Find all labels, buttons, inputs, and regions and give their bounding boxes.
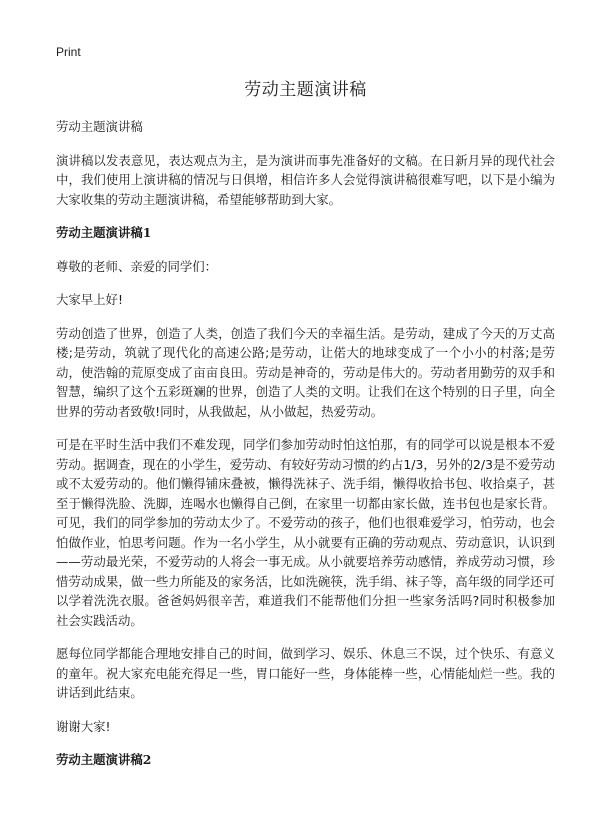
- section-heading-2: 劳动主题演讲稿2: [56, 752, 152, 767]
- section-heading-1: 劳动主题演讲稿1: [56, 225, 152, 240]
- body-paragraph-1: 劳动创造了世界，创造了人类，创造了我们今天的幸福生活。是劳动，建成了今天的万丈高楼;是劳动，筑就了现代化的高速公路;是劳动，让偌大的地球变成了一个小小的村落;是劳动，使浩翰的荒原变成了亩亩良田。劳动是神奇的，劳动是伟大的。劳动者用勤劳的双手和智慧，编织了这个五彩斑斓的世界，创造了人类的文明。让我们在这个特别的日子里，向全世界的劳动者致敬!同时，从我做起，从小做起，热爱劳动。: [56, 325, 555, 419]
- body-paragraph-2: 可是在平时生活中我们不难发现，同学们参加劳动时怕这怕那，有的同学可以说是根本不爱劳动。据调查，现在的小学生，爱劳动、有较好劳动习惯的约占1/3，另外的2/3是不爱劳动或不太爱劳动的。他们懒得铺床叠被，懒得洗袜子、洗手绢，懒得收拾书包、收拾桌子，甚至于懒得洗脸、洗脚，连喝水也懒得自己倒，在家里一切都由家长做，连书包也是家长背。可见，我们的同学参加的劳动太少了。不爱劳动的孩子，他们也很难爱学习，怕劳动，也会怕做作业，怕思考问题。作为一名小学生，从小就要有正确的劳动观点、劳动意识，认识到——劳动最光荣，不爱劳动的人将会一事无成。从小就要培养劳动感情，养成劳动习惯，珍惜劳动成果，做一些力所能及的家务活，比如洗碗筷，洗手绢、袜子等，高年级的同学还可以学着洗洗衣服。爸爸妈妈很辛苦，难道我们不能帮他们分担一些家务活吗?同时积极参加社会实践活动。: [56, 437, 555, 628]
- print-link[interactable]: Print: [56, 45, 81, 59]
- body-paragraph-3: 愿每位同学都能合理地安排自己的时间，做到学习、娱乐、休息三不误，过个快乐、有意义的童年。祝大家充电能充得足一些，胃口能好一些，身体能棒一些，心情能灿烂一些。我的讲话到此结束。: [56, 646, 555, 700]
- intro-paragraph: 演讲稿以发表意见，表达观点为主，是为演讲而事先准备好的文稿。在日新月异的现代社会中，我们使用上演讲稿的情况与日俱增，相信许多人会觉得演讲稿很难写吧，以下是小编为大家收集的劳动主题演讲稿，希望能够帮助到大家。: [56, 152, 555, 207]
- greeting-line: 尊敬的老师、亲爱的同学们：: [56, 258, 218, 274]
- document-subtitle: 劳动主题演讲稿: [56, 119, 143, 134]
- morning-line: 大家早上好!: [56, 292, 123, 307]
- thanks-line: 谢谢大家!: [56, 718, 111, 734]
- page-title: 劳动主题演讲稿: [244, 80, 367, 100]
